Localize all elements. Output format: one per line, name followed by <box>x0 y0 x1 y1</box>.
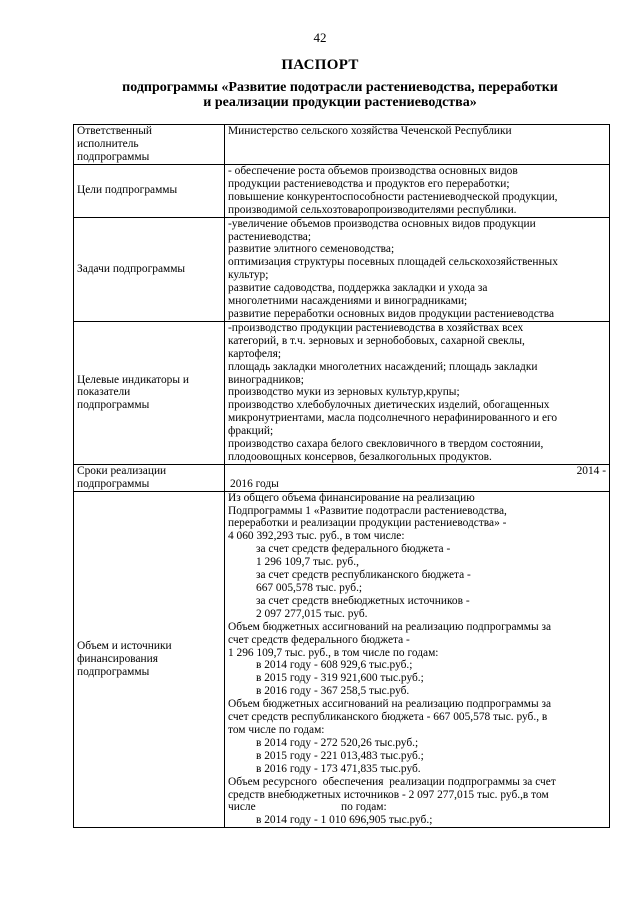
row-value <box>225 321 610 464</box>
row-tasks <box>74 217 610 321</box>
value-line: Объем ресурсного обеспечения реализации подпрограммы за счет <box>228 775 556 788</box>
value-line: том числе по годам: <box>228 723 325 736</box>
row-label <box>74 125 225 165</box>
page-number: 42 <box>313 30 327 45</box>
value-line: в 2014 году - 1 010 696,905 тыс.руб.; <box>256 814 433 827</box>
row-value <box>225 464 610 491</box>
value-line: категорий, в т.ч. зерновых и зернобобовых, сахарной свеклы, <box>228 334 525 347</box>
value-line: 1 296 109,7 тыс. руб., <box>256 556 359 569</box>
value-line: -производство продукции растениеводства в хозяйствах всех <box>228 321 524 334</box>
row-value <box>225 125 610 165</box>
label-line: показатели <box>77 386 131 399</box>
value-line: Объем бюджетных ассигнований на реализацию подпрограммы за <box>228 620 552 633</box>
value-line: в 2014 году - 608 929,6 тыс.руб.; <box>256 659 413 672</box>
row-label <box>74 165 225 218</box>
row-value <box>225 165 610 218</box>
value-line: развитие элитного семеноводства; <box>228 243 395 256</box>
document-subtitle <box>70 80 610 110</box>
value-line: за счет средств внебюджетных источников - <box>256 594 470 607</box>
label-line: Целевые индикаторы и <box>77 373 189 386</box>
row-responsible-executor <box>74 125 610 165</box>
value-line: площадь закладки многолетних насаждений; площадь закладки <box>228 360 538 373</box>
value-line: растениеводства; <box>228 230 312 243</box>
value-line: в 2014 году - 272 520,26 тыс.руб.; <box>256 736 419 749</box>
value-line: Объем бюджетных ассигнований на реализацию подпрограммы за <box>228 698 552 711</box>
value-line: Подпрограммы 1 «Развитие подотрасли растениеводства, <box>228 504 507 517</box>
value-line: в 2016 году - 173 471,835 тыс.руб. <box>256 762 421 775</box>
row-value <box>225 491 610 828</box>
row-label <box>74 321 225 464</box>
value-line: картофеля; <box>228 347 282 360</box>
row-label <box>74 217 225 321</box>
label-line: Задачи подпрограммы <box>77 262 186 275</box>
value-line: в 2015 году - 221 013,483 тыс.руб.; <box>256 749 424 762</box>
row-value <box>225 217 610 321</box>
value-line: - обеспечение роста объемов производства основных видов <box>228 165 518 177</box>
value-line: плодоовощных консервов, безалкогольных продуктов. <box>228 450 492 463</box>
label-line: подпрограммы <box>77 477 150 490</box>
value-line: в 2015 году - 319 921,600 тыс.руб.; <box>256 672 424 685</box>
value-line: производство хлебобулочных диетических изделий, обогащенных <box>228 399 550 412</box>
value-line: 1 296 109,7 тыс. руб., в том числе по годам: <box>228 646 439 659</box>
value-line: -увеличение объемов производства основных видов продукции <box>228 217 536 230</box>
value-line: продукции растениеводства и продуктов его переработки; <box>228 177 510 190</box>
value-line: счет средств федерального бюджета - <box>228 633 410 646</box>
value-line: оптимизация структуры посевных площадей сельскохозяйственных <box>228 256 558 269</box>
row-implementation-period <box>74 464 610 491</box>
label-line: исполнитель <box>77 138 139 151</box>
value-line: производимой сельхозтоваропроизводителями республики. <box>228 203 517 216</box>
value-line: в 2016 году - 367 258,5 тыс.руб. <box>256 685 410 698</box>
value-line: развитие переработки основных видов продукции растениеводства <box>228 307 555 320</box>
label-line: Ответственный <box>77 125 153 138</box>
label-line: подпрограммы <box>77 665 150 678</box>
value-line: Из общего объема финансирование на реализацию <box>228 491 475 504</box>
label-line: подпрограммы <box>77 399 150 412</box>
value-line: 4 060 392,293 тыс. руб., в том числе: <box>228 530 405 543</box>
value-line: числе по годам: <box>228 801 387 814</box>
value-line: за счет средств республиканского бюджета - <box>256 569 471 582</box>
value-line: за счет средств федерального бюджета - <box>256 543 451 556</box>
value-line: микронутриентами, масла подсолнечного нерафинированного и его <box>228 412 558 425</box>
label-line: Цели подпрограммы <box>77 184 178 197</box>
document-title: ПАСПОРТ <box>281 57 359 73</box>
value-line: 2014 - <box>576 464 606 477</box>
value-line: переработки и реализации продукции растениеводства» - <box>228 517 507 530</box>
value-line: 2016 годы <box>230 477 279 490</box>
passport-table <box>73 124 610 828</box>
row-label <box>74 491 225 828</box>
value-line: средств внебюджетных источников - 2 097 277,015 тыс. руб.,в том <box>228 788 549 801</box>
row-target-indicators <box>74 321 610 464</box>
subtitle-line: подпрограммы «Развитие подотрасли растениеводства, переработки <box>122 80 558 95</box>
value-line: виноградников; <box>228 373 304 386</box>
value-line: производство сахара белого свекловичного в твердом состоянии, <box>228 438 544 451</box>
value-line: производство муки из зерновых культур,крупы; <box>228 386 460 399</box>
value-line: фракций; <box>228 425 274 438</box>
row-funding <box>74 491 610 828</box>
value-line: 2 097 277,015 тыс. руб. <box>256 607 368 620</box>
subtitle-line: и реализации продукции растениеводства» <box>203 95 477 110</box>
value-line: многолетними насаждениями и виноградниками; <box>228 295 468 308</box>
label-line: Сроки реализации <box>77 464 167 477</box>
label-line: финансирования <box>77 652 158 665</box>
row-label <box>74 464 225 491</box>
row-goals <box>74 165 610 218</box>
value-line: счет средств республиканского бюджета - 667 005,578 тыс. руб., в <box>228 711 548 724</box>
label-line: подпрограммы <box>77 150 150 163</box>
value-line: 667 005,578 тыс. руб.; <box>256 582 363 594</box>
value-line: повышение конкурентоспособности растениеводческой продукции, <box>228 190 558 203</box>
value-line: Министерство сельского хозяйства Чеченской Республики <box>228 125 512 137</box>
label-line: Объем и источники <box>77 640 172 653</box>
value-line: развитие садоводства, поддержка закладки и ухода за <box>228 282 488 295</box>
value-line: культур; <box>228 269 269 282</box>
